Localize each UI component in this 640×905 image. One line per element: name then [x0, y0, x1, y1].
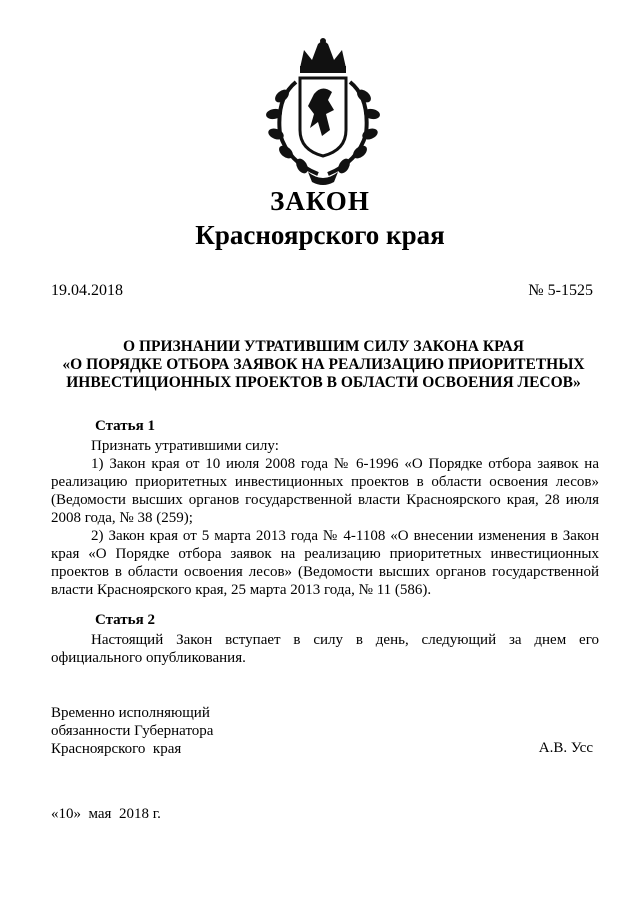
- signer-position: [51, 704, 213, 758]
- law-title: ЗАКОН: [270, 186, 370, 216]
- article-2-text: Настоящий Закон вступает в силу в день, следующий за днем его официального опубликования.: [51, 632, 599, 666]
- signer-line: Красноярского края: [51, 741, 182, 757]
- heading-line: «О ПОРЯДКЕ ОТБОРА ЗАЯВОК НА РЕАЛИЗАЦИЮ ПРИОРИТЕТНЫХ: [62, 356, 585, 373]
- law-heading: [51, 338, 596, 392]
- article-1-title: Статья 1: [95, 418, 155, 434]
- signer-line: обязанности Губернатора: [51, 723, 214, 739]
- signing-date: «10» мая 2018 г.: [51, 806, 161, 822]
- article-1-intro: Признать утратившими силу:: [91, 438, 279, 454]
- signer-name: А.В. Усс: [538, 740, 593, 756]
- article-2-title: Статья 2: [95, 612, 155, 628]
- region-title: Красноярского края: [195, 220, 445, 250]
- law-number: № 5-1525: [528, 282, 593, 299]
- heading-line: ИНВЕСТИЦИОННЫХ ПРОЕКТОВ В ОБЛАСТИ ОСВОЕНИЯ ЛЕСОВ»: [66, 374, 581, 391]
- heading-line: О ПРИЗНАНИИ УТРАТИВШИМ СИЛУ ЗАКОНА КРАЯ: [123, 338, 524, 355]
- law-date: 19.04.2018: [51, 282, 123, 299]
- article-1-item-2: 2) Закон края от 5 марта 2013 года № 4-1108 «О внесении изменения в Закон края «О Порядке отбора заявок на реализацию приоритетных инвестиционных проектов в области освоения лесов» (Ведомости высших органов государственной власти Красноярского края, 25 марта 2013 года, № 11 (586).: [51, 528, 599, 598]
- article-1-item-1: 1) Закон края от 10 июля 2008 года № 6-1996 «О Порядке отбора заявок на реализацию приоритетных инвестиционных проектов в области освоения лесов» (Ведомости высших органов государственной власти Красноярского края, 28 июля 2008 года, № 38 (259);: [51, 456, 599, 526]
- coat-of-arms-emblem: [262, 38, 384, 188]
- signer-line: Временно исполняющий: [51, 705, 210, 721]
